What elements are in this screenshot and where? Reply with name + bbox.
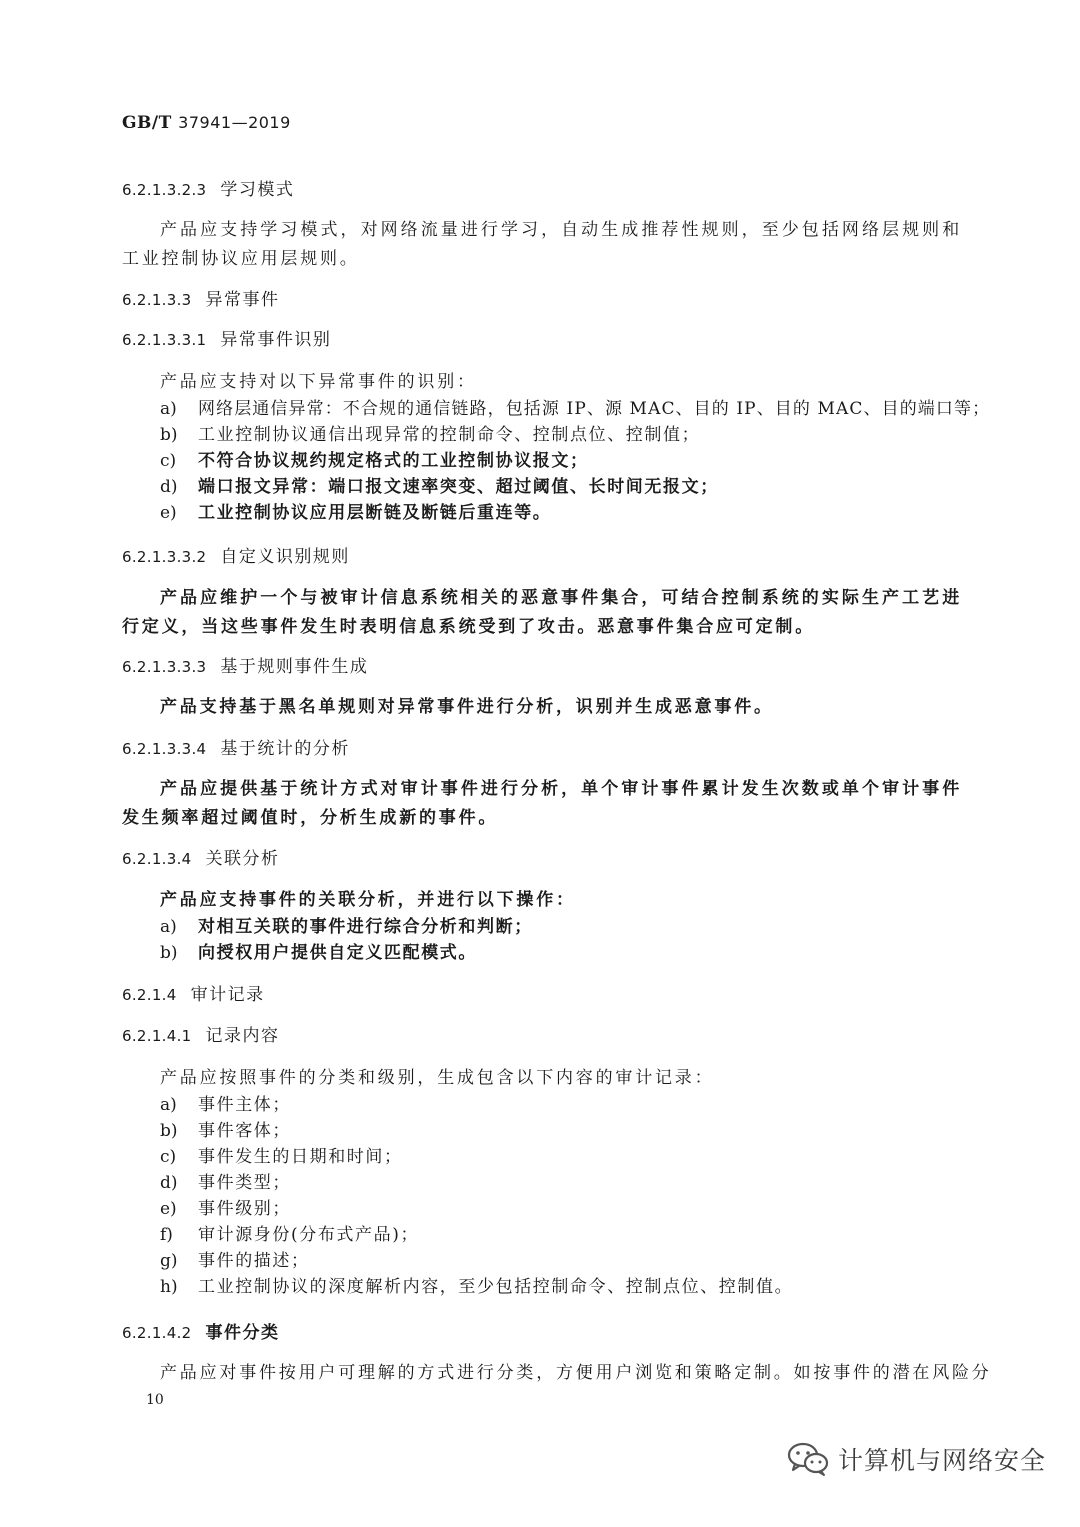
list-item-text: 对相互关联的事件进行综合分析和判断； [198,917,533,937]
section-number: 6.2.1.3.2.3 [122,181,207,199]
list-marker: b) [160,425,178,445]
section-number: 6.2.1.3.3 [122,291,192,309]
list-item-text: 事件主体； [198,1095,291,1115]
list-item [122,1222,962,1248]
paragraph: 产品应提供基于统计方式对审计事件进行分析，单个审计事件累计发生次数或单个审计事件发生频率超过阈值时，分析生成新的事件。 [122,779,962,828]
section-heading [122,737,962,761]
section-heading [122,1321,962,1345]
section-heading [122,328,962,352]
section-number: 6.2.1.4 [122,986,177,1004]
section-heading [122,545,962,569]
paragraph: 产品应支持对以下异常事件的识别： [160,372,477,392]
paragraph: 产品支持基于黑名单规则对异常事件进行分析，识别并生成恶意事件。 [160,697,774,717]
section-number: 6.2.1.3.3.3 [122,658,207,676]
list-marker: e) [160,1199,177,1219]
paragraph: 产品应对事件按用户可理解的方式进行分类，方便用户浏览和策略定制。如按事件的潜在风险分 [160,1363,992,1383]
standard-prefix: GB/T [122,113,172,133]
section-number: 6.2.1.3.4 [122,850,192,868]
list-marker: e) [160,503,177,523]
list-marker: a) [160,399,177,419]
paragraph: 产品应维护一个与被审计信息系统相关的恶意事件集合，可结合控制系统的实际生产工艺进行定义，当这些事件发生时表明信息系统受到了攻击。恶意事件集合应可定制。 [122,588,962,637]
section-number: 6.2.1.3.3.4 [122,740,207,758]
list-item-text: 事件的描述； [198,1251,310,1271]
section-title: 异常事件 [205,290,280,310]
section-heading [122,178,962,202]
list-item [122,1144,962,1170]
section-title: 事件分类 [205,1323,280,1343]
section-number: 6.2.1.3.3.1 [122,331,207,349]
page-number: 10 [146,1392,164,1408]
list-item [122,396,991,422]
list-marker: a) [160,917,177,937]
section-title: 自定义识别规则 [220,547,350,567]
list-item [122,1170,962,1196]
list-item-text: 向授权用户提供自定义匹配模式。 [198,943,477,963]
list [122,396,991,526]
list-marker: c) [160,451,177,471]
list-item [122,422,962,448]
list-marker: d) [160,477,178,497]
list-marker: b) [160,943,178,963]
paragraph: 产品应按照事件的分类和级别，生成包含以下内容的审计记录： [160,1068,715,1088]
list-item-text: 端口报文异常：端口报文速率突变、超过阈值、长时间无报文； [198,477,719,497]
list-marker: a) [160,1095,177,1115]
section-heading [122,655,962,679]
list-item-text: 审计源身份(分布式产品)； [198,1225,420,1245]
list-item [122,914,962,940]
list [122,914,962,966]
list-marker: d) [160,1173,178,1193]
list-item [122,448,962,474]
list-item-text: 工业控制协议应用层断链及断链后重连等。 [198,503,552,523]
section-heading [122,847,962,871]
list-marker: c) [160,1147,177,1167]
section-number: 6.2.1.3.3.2 [122,548,207,566]
list-item-text: 不符合协议规约规定格式的工业控制协议报文； [198,451,589,471]
section-title: 记录内容 [205,1026,280,1046]
list-item-text: 事件发生的日期和时间； [198,1147,403,1167]
list-item [122,1274,962,1300]
section-number: 6.2.1.4.2 [122,1324,192,1342]
paragraph: 产品应支持事件的关联分析，并进行以下操作： [160,890,576,910]
list-item [122,474,962,500]
standard-header [122,113,291,133]
section-title: 关联分析 [205,849,280,869]
list-item [122,500,962,526]
list-item-text: 事件级别； [198,1199,291,1219]
list-item [122,1196,962,1222]
list-item [122,1118,962,1144]
list-marker: f) [160,1225,173,1245]
section-title: 审计记录 [190,985,265,1005]
section-number: 6.2.1.4.1 [122,1027,192,1045]
section-title: 基于统计的分析 [220,739,350,759]
list-item-text: 事件类型； [198,1173,291,1193]
list-item-text: 事件客体； [198,1121,291,1141]
list-item [122,1092,962,1118]
list-marker: h) [160,1277,178,1297]
section-title: 基于规则事件生成 [220,657,369,677]
wechat-icon [786,1441,830,1477]
standard-number: 37941—2019 [178,113,291,132]
list-marker: g) [160,1251,178,1271]
list-item [122,940,962,966]
list-marker: b) [160,1121,178,1141]
watermark-text: 计算机与网络安全 [838,1446,1047,1475]
section-heading [122,1024,962,1048]
section-heading [122,288,962,312]
list [122,1092,962,1300]
watermark [786,1437,1046,1481]
section-heading [122,983,962,1007]
list-item-text: 网络层通信异常：不合规的通信链路，包括源 IP、源 MAC、目的 IP、目的 MAC、目的端口等； [198,399,991,419]
list-item-text: 工业控制协议的深度解析内容，至少包括控制命令、控制点位、控制值。 [198,1277,794,1297]
list-item [122,1248,962,1274]
paragraph: 产品应支持学习模式，对网络流量进行学习，自动生成推荐性规则，至少包括网络层规则和工业控制协议应用层规则。 [122,220,962,269]
list-item-text: 工业控制协议通信出现异常的控制命令、控制点位、控制值； [198,425,701,445]
section-title: 学习模式 [220,180,295,200]
section-title: 异常事件识别 [220,330,332,350]
